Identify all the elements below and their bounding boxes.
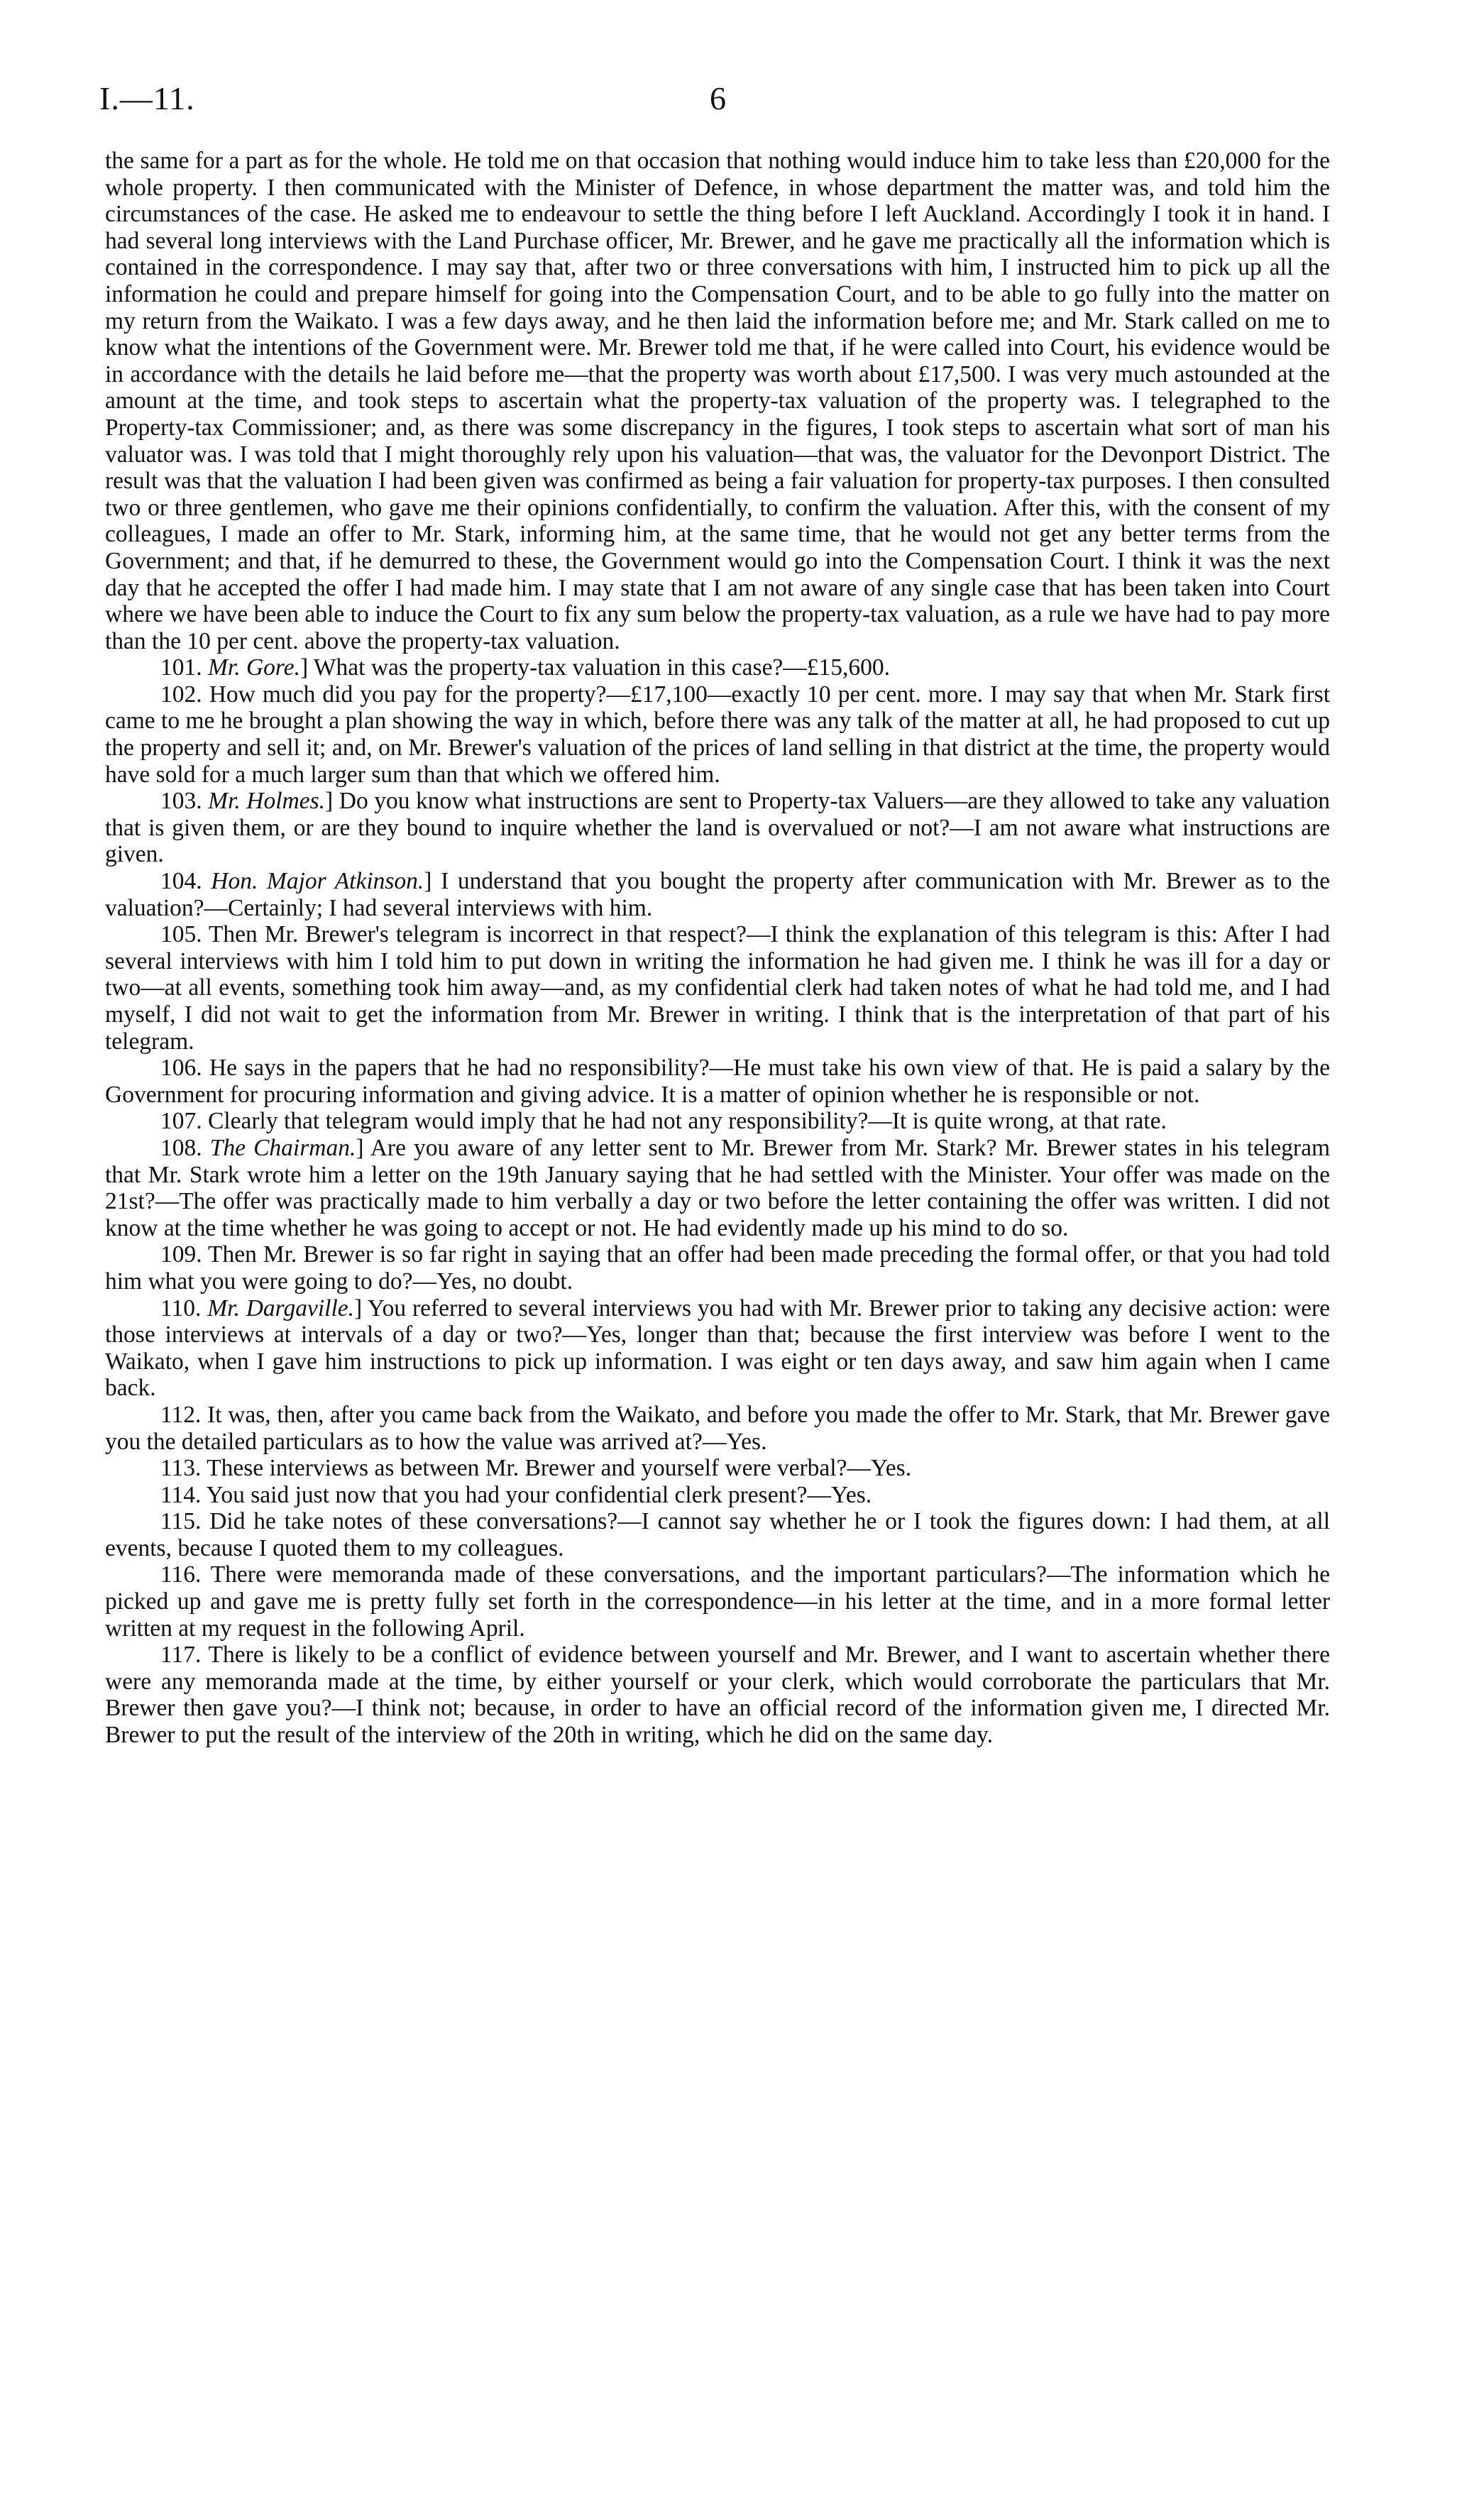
questions-list — [105, 654, 1330, 1748]
question-text: What was the property-tax valuation in this case?—£15,600. — [313, 654, 891, 681]
speaker-name: Mr. Dargaville. — [207, 1295, 355, 1321]
question-paragraph — [105, 1055, 1330, 1108]
question-number: 107. — [160, 1108, 202, 1135]
question-paragraph: 108. The Chairman.] Are you aware of any letter sent to Mr. Brewer from Mr. Stark? Mr. Brewer states in his telegram that Mr. Stark wrote him a letter on the 19th January saying that he had settled with the Minister. Your offer was made on the 21st?—The offer was practically made to him verbally a day or two before the letter containing the offer was written. I did not know at the time whether he was going to accept or not. He had evidently made up his mind to do so. — [105, 1134, 1330, 1241]
question-paragraph — [105, 1241, 1330, 1295]
question-paragraph: 104. Hon. Major Atkinson.] I understand that you bought the property after communication with Mr. Brewer as to the valuation?—Certainly; I had several interviews with him. — [105, 868, 1331, 921]
question-number: 102. — [160, 681, 202, 708]
question-number: 101. — [160, 654, 202, 681]
question-number: 106. — [160, 1055, 202, 1082]
question-number: 109. — [160, 1241, 202, 1268]
question-paragraph: 110. Mr. Dargaville.] You referred to several interviews you had with Mr. Brewer prior to taking any decisive action: were those interviews at intervals of a day or two?—Yes, longer than that; because the first interview was before I went to the Waikato, when I gave him instructions to pick up information. I was eight or ten days away, and saw him again when I came back. — [105, 1295, 1330, 1402]
question-paragraph — [105, 1482, 1330, 1509]
speaker-name: Mr. Holmes. — [208, 788, 326, 815]
question-number: 104. — [160, 868, 202, 895]
question-number: 115. — [160, 1508, 202, 1535]
question-text: It was, then, after you came back from the Waikato, and before you made the offer to Mr. Stark, that Mr. Brewer gave you the detailed particulars as to how the value was arrived at?—Yes. — [105, 1401, 1330, 1455]
question-paragraph — [105, 1642, 1330, 1748]
speaker-name: The Chairman. — [209, 1134, 356, 1161]
question-number: 114. — [160, 1481, 202, 1508]
question-paragraph: 103. Mr. Holmes.] Do you know what instructions are sent to Property-tax Valuers—are they allowed to take any valuation that is given them, or are they bound to inquire whether the land is overvalued or not?—I am not aware what instructions are given. — [105, 788, 1331, 868]
question-paragraph — [105, 1561, 1330, 1642]
page-number: 6 — [710, 80, 726, 116]
question-paragraph — [105, 681, 1330, 788]
question-paragraph — [105, 1402, 1330, 1455]
body-text — [105, 148, 1330, 1749]
question-text: Then Mr. Brewer is so far right in saying that an offer had been made preceding the formal offer, or that you had told him what you were going to do?—Yes, no doubt. — [105, 1241, 1330, 1295]
page-header — [99, 79, 1334, 122]
speaker-name: Hon. Major Atkinson. — [211, 868, 424, 895]
question-number: 113. — [160, 1455, 202, 1482]
document-id: I.—11. — [99, 80, 195, 116]
question-text: You referred to several interviews you had with Mr. Brewer prior to taking any decisive action: were those interviews at intervals of a day or two?—Yes, longer than that; because the first interview was before I went to the Waikato, when I gave him instructions to pick up information. I was eight or ten days away, and saw him again when I came back. — [105, 1295, 1330, 1402]
question-number: 112. — [160, 1401, 202, 1428]
opening-paragraph: the same for a part as for the whole. He told me on that occasion that nothing would induce him to take less than £20,000 for the whole property. I then communicated with the Minister of Defence, in whose department the matter was, and told him the circumstances of the case. He asked me to endeavour to settle the thing before I left Auckland. Accordingly I took it in hand. I had several long interviews with the Land Purchase officer, Mr. Brewer, and he gave me practically all the information which is contained in the correspondence. I may say that, after two or three conversations with him, I instructed him to pick up all the information he could and prepare himself for going into the Compensation Court, and to be able to go fully into the matter on my return from the Waikato. I was a few days away, and he then laid the information before me; and Mr. Stark called on me to know what the intentions of the Government were. Mr. Brewer told me that, if he were called into Court, his evidence would be in accordance with the details he laid before me—that the property was worth about £17,500. I was very much astounded at the amount at the time, and took steps to ascertain what the property-tax valuation of the property was. I telegraphed to the Property-tax Commissioner; and, as there was some discrepancy in the figures, I took steps to ascertain what sort of man his valuator was. I was told that I might thoroughly rely upon his valuation—that was, the valuator for the Devonport District. The result was that the valuation I had been given was confirmed as being a fair valuation for property-tax purposes. I then consulted two or three gentlemen, who gave me their opinions confidentially, to confirm the valuation. After this, with the consent of my colleagues, I made an offer to Mr. Stark, informing him, at the same time, that he would not get any better terms from the Government; and that, if he demurred to these, the Government would go into the Compensation Court. I think it was the next day that he accepted the offer I had made him. I may state that I am not aware of any single case that has been taken into Court where we have been able to induce the Court to fix any sum below the property-tax valuation, as a rule we have had to pay more than the 10 per cent. above the property-tax valuation. — [105, 148, 1330, 654]
question-text: Are you aware of any letter sent to Mr. Brewer from Mr. Stark? Mr. Brewer states in his telegram that Mr. Stark wrote him a letter on the 19th January saying that he had settled with the Minister. Your offer was made on the 21st?—The offer was practically made to him verbally a day or two before the letter containing the offer was written. I did not know at the time whether he was going to accept or not. He had evidently made up his mind to do so. — [105, 1134, 1330, 1241]
question-text: There is likely to be a conflict of evidence between yourself and Mr. Brewer, and I want to ascertain whether there were any memoranda made at the time, by either yourself or your clerk, which would corroborate the particulars that Mr. Brewer then gave you?—I think not; because, in order to have an official record of the information given me, I directed Mr. Brewer to put the result of the interview of the 20th in writing, which he did on the same day. — [105, 1642, 1330, 1749]
question-number: 108. — [160, 1134, 202, 1161]
question-text: How much did you pay for the property?—£17,100—exactly 10 per cent. more. I may say that when Mr. Stark first came to me he brought a plan showing the way in which, before there was any talk of the matter at all, he had proposed to cut up the property and sell it; and, on Mr. Brewer's valuation of the prices of land selling in that district at the time, the property would have sold for a much larger sum than that which we offered him. — [105, 681, 1331, 788]
question-text: Do you know what instructions are sent to Property-tax Valuers—are they allowed to take any valuation that is given them, or are they bound to inquire whether the land is overvalued or not?—I am not aware what instructions are given. — [105, 788, 1331, 868]
question-text: You said just now that you had your confidential clerk present?—Yes. — [206, 1481, 872, 1508]
speaker-name: Mr. Gore. — [208, 654, 300, 681]
question-text: Then Mr. Brewer's telegram is incorrect in that respect?—I think the explanation of this telegram is this: After I had several interviews with him I told him to put down in writing the information he had given me. I think he was ill for a day or two—at all events, something took him away—and, as my confidential clerk had taken notes of what he had told me, and I had myself, I did not wait to get the information from Mr. Brewer in writing. I think that is the interpretation of that part of his telegram. — [105, 921, 1330, 1055]
question-number: 103. — [160, 788, 202, 815]
question-text: Did he take notes of these conversations?—I cannot say whether he or I took the figures down: I had them, at all events, because I quoted them to my colleagues. — [105, 1508, 1330, 1561]
question-number: 116. — [160, 1561, 202, 1588]
question-paragraph — [105, 1508, 1330, 1561]
question-number: 105. — [160, 921, 202, 948]
question-text: There were memoranda made of these conversations, and the important particulars?—The information which he picked up and gave me is pretty fully set forth in the correspondence—in his letter at the time, and in a more formal letter written at my request in the following April. — [105, 1561, 1330, 1642]
question-paragraph: 101. Mr. Gore.] What was the property-tax valuation in this case?—£15,600. — [160, 654, 891, 681]
question-text: Clearly that telegram would imply that he had not any responsibility?—It is quite wrong, at that rate. — [208, 1108, 1167, 1135]
question-text: I understand that you bought the property after communication with Mr. Brewer as to the valuation?—Certainly; I had several interviews with him. — [105, 868, 1331, 921]
question-text: These interviews as between Mr. Brewer and yourself were verbal?—Yes. — [207, 1455, 912, 1482]
question-paragraph — [105, 921, 1330, 1055]
question-number: 117. — [160, 1642, 202, 1669]
question-paragraph — [105, 1108, 1330, 1135]
question-number: 110. — [160, 1295, 202, 1321]
question-text: He says in the papers that he had no responsibility?—He must take his own view of that. He is paid a salary by the Government for procuring information and giving advice. It is a matter of opinion whether he is responsible or not. — [105, 1055, 1331, 1108]
question-paragraph — [105, 1455, 1330, 1482]
